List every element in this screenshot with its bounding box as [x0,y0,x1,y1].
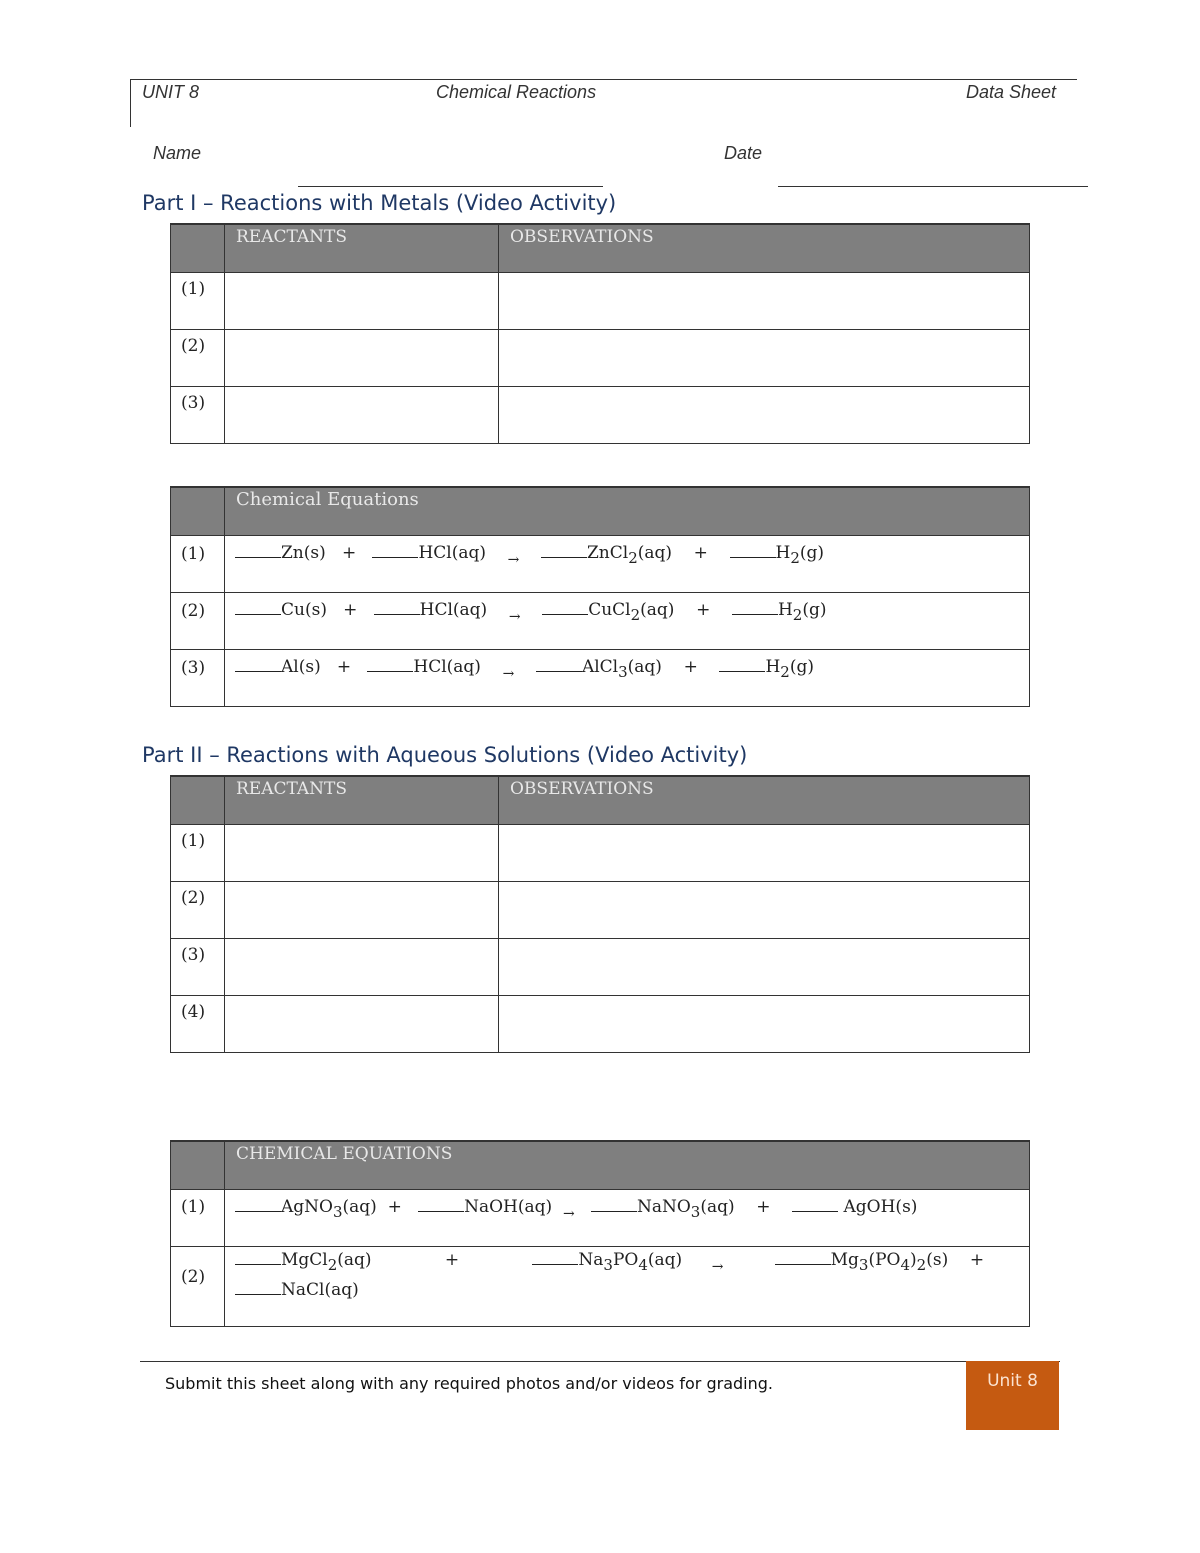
table-row [171,329,1030,386]
equation-cell [225,1246,1030,1326]
part2-title: Part II – Reactions with Aqueous Solutions (Video Activity) [142,743,748,767]
row-number: (1) [171,272,225,329]
coefficient-blank[interactable] [730,542,776,558]
coefficient-blank[interactable] [532,1249,578,1265]
table-row [171,649,1030,706]
equation-cell [225,535,1030,592]
coefficient-blank[interactable] [374,599,420,615]
arrow-icon: → [711,1258,724,1275]
name-label: Name [153,143,202,163]
table-header-row [171,224,1030,272]
part2-equations-table [170,1140,1030,1327]
part1-equations-table [170,486,1030,707]
coefficient-blank[interactable] [235,1196,281,1212]
equation: Zn(s) + HCl(aq) $_\to$ ZnCl$_2$(aq) + $H_2(g)$ [225,536,1029,568]
arrow-icon: → [508,608,521,625]
coefficient-blank[interactable] [235,1249,281,1265]
coefficient-blank[interactable] [235,656,281,672]
table-row [171,386,1030,443]
coefficient-blank[interactable] [792,1196,838,1212]
date-field[interactable] [778,186,1088,187]
observations-input[interactable] [499,386,1030,443]
col-chemical-equations: Chemical Equations [225,487,1030,535]
header-blank-cell [171,1141,225,1189]
coefficient-blank[interactable] [536,656,582,672]
header-blank-cell [171,224,225,272]
observations-input[interactable] [499,272,1030,329]
table-row [171,938,1030,995]
coefficient-blank[interactable] [418,1196,464,1212]
col-observations: OBSERVATIONS [499,224,1030,272]
row-number: (3) [171,938,225,995]
coefficient-blank[interactable] [541,542,587,558]
header-title: Chemical Reactions [436,82,597,102]
table-header-row [171,487,1030,535]
header-left-rule [130,79,131,127]
coefficient-blank[interactable] [372,542,418,558]
equation: Cu(s) + HCl(aq) $_\to$ CuCl$_2$(aq) + $H_2(g)$ [225,593,1029,625]
equation: Al(s) + HCl(aq) $_\to$ AlCl$_3$(aq) + $H_2(g)$ [225,650,1029,682]
table-row [171,1189,1030,1246]
col-chemical-equations: CHEMICAL EQUATIONS [225,1141,1030,1189]
reactants-input[interactable] [225,881,499,938]
equation-cell [225,1189,1030,1246]
part2-observations-table [170,775,1030,1053]
coefficient-blank[interactable] [235,542,281,558]
coefficient-blank[interactable] [235,599,281,615]
table-row [171,592,1030,649]
reactants-input[interactable] [225,995,499,1052]
header-blank-cell [171,776,225,824]
equation: AgNO$_3$(aq) + NaOH(aq) $_\to$ NaNO$_3$(aq) + AgOH(s) [225,1190,1029,1222]
observations-input[interactable] [499,824,1030,881]
equation: MgCl$_2$(aq) + $Na_3PO_4(aq)$ → $Mg_3(PO_4)_2(s)$ + [225,1247,1029,1275]
row-number: (4) [171,995,225,1052]
reactants-input[interactable] [225,824,499,881]
coefficient-blank[interactable] [591,1196,637,1212]
part1-title: Part I – Reactions with Metals (Video Activity) [142,191,617,215]
header-doc-type: Data Sheet [966,82,1057,102]
equation-cell [225,649,1030,706]
reactants-input[interactable] [225,329,499,386]
header-blank-cell [171,487,225,535]
table-row [171,995,1030,1052]
observations-input[interactable] [499,329,1030,386]
header-rule [130,79,1077,80]
row-number: (2) [171,329,225,386]
arrow-icon: → [502,665,515,682]
row-number: (2) [171,1246,225,1326]
table-row [171,824,1030,881]
col-reactants: REACTANTS [225,776,499,824]
date-label: Date [724,143,763,163]
row-number: (1) [171,1189,225,1246]
row-number: (1) [171,535,225,592]
arrow-icon: → [507,551,520,568]
table-row [171,272,1030,329]
row-number: (3) [171,649,225,706]
equation-continued: NaCl(aq) [225,1275,1029,1300]
part1-observations-table [170,223,1030,444]
coefficient-blank[interactable] [719,656,765,672]
coefficient-blank[interactable] [542,599,588,615]
header-unit: UNIT 8 [142,82,200,102]
observations-input[interactable] [499,995,1030,1052]
table-header-row [171,776,1030,824]
table-row [171,1246,1030,1326]
reactants-input[interactable] [225,386,499,443]
observations-input[interactable] [499,938,1030,995]
row-number: (2) [171,881,225,938]
equation-cell [225,592,1030,649]
table-row [171,881,1030,938]
observations-input[interactable] [499,881,1030,938]
footer-rule [140,1361,1060,1362]
name-field[interactable] [298,186,603,187]
unit-badge: Unit 8 [966,1361,1059,1430]
row-number: (1) [171,824,225,881]
col-observations: OBSERVATIONS [499,776,1030,824]
row-number: (2) [171,592,225,649]
reactants-input[interactable] [225,272,499,329]
table-header-row [171,1141,1030,1189]
footer-instructions: Submit this sheet along with any required photos and/or videos for grading. [165,1374,773,1393]
arrow-icon: → [562,1205,575,1222]
coefficient-blank[interactable] [235,1279,281,1295]
coefficient-blank[interactable] [732,599,778,615]
table-row [171,535,1030,592]
col-reactants: REACTANTS [225,224,499,272]
reactants-input[interactable] [225,938,499,995]
row-number: (3) [171,386,225,443]
coefficient-blank[interactable] [367,656,413,672]
coefficient-blank[interactable] [775,1249,831,1265]
